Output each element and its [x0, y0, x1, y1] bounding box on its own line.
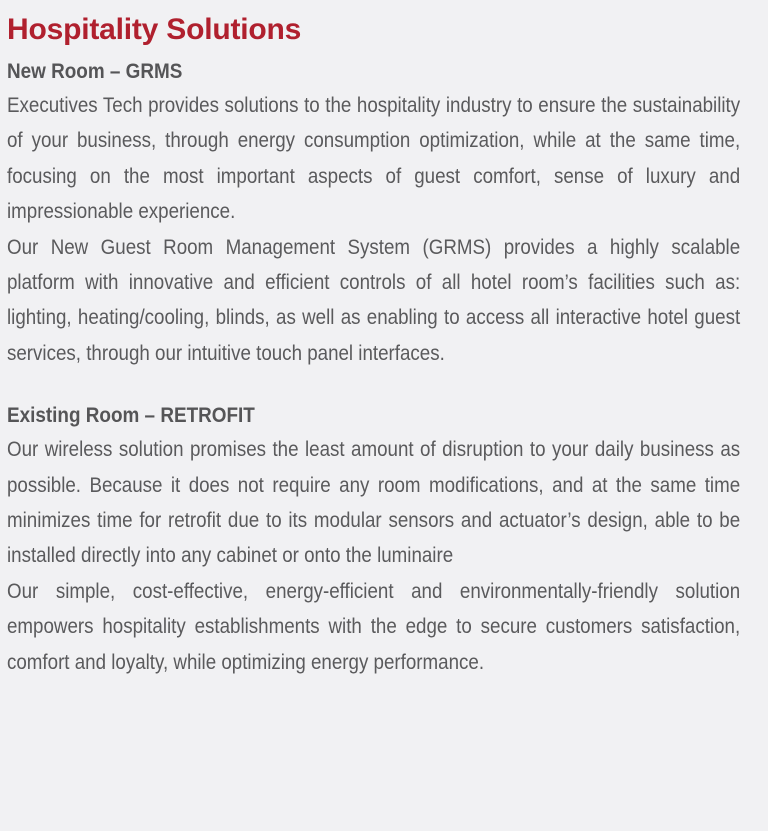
section-spacer: [7, 371, 742, 400]
section-heading-existing-room: Existing Room – RETROFIT: [7, 404, 255, 428]
section-heading-new-room: New Room – GRMS: [7, 60, 183, 83]
paragraph-new-room-grms: Our New Guest Room Management System (GRMS) provides a highly scalable platform with innovative and efficient controls of all hotel room’s facilities such as: lighting, heating/cooling, blinds, as well as enabling to access all interactive hotel guest services, through our intuitive touch panel interfaces.: [7, 235, 741, 365]
paragraph-retrofit-wireless: Our wireless solution promises the least amount of disruption to your daily business as possible. Because it does not require any room modifications, and at the same time minimizes time for retrofit due to its modular sensors and actuator’s design, able to be installed directly into any cabinet or onto the luminaire: [7, 438, 741, 568]
section-new-room: [7, 56, 742, 371]
section-existing-room: [7, 400, 742, 680]
paragraph-retrofit-benefits: Our simple, cost-effective, energy-efficient and environmentally-friendly solution empowers hospitality establishments with the edge to secure customers satisfaction, comfort and loyalty, while optimizing energy performance.: [7, 579, 741, 674]
page-title: Hospitality Solutions: [7, 13, 302, 46]
paragraph-new-room-intro: Executives Tech provides solutions to the hospitality industry to ensure the sustainability of your business, through energy consumption optimization, while at the same time, focusing on the most important aspects of guest comfort, sense of luxury and impressionable experience.: [7, 94, 741, 224]
